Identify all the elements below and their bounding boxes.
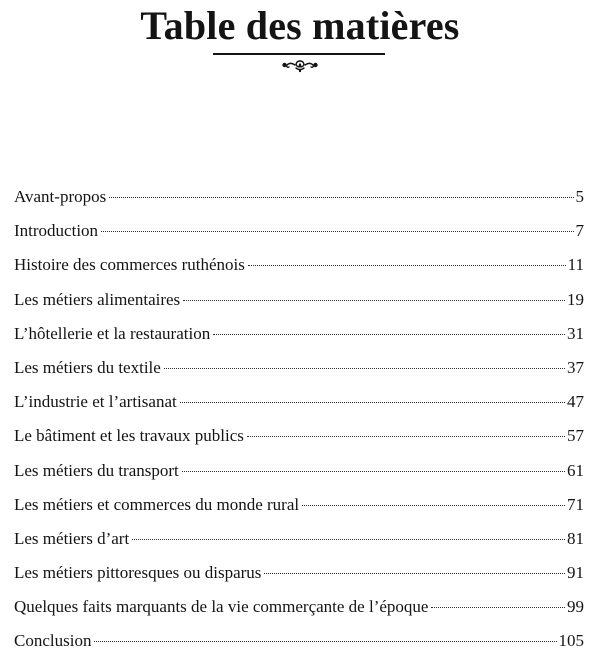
toc-entry-page-number: 61 (567, 460, 584, 480)
dot-leader (182, 471, 565, 472)
toc-entry[interactable] (14, 385, 584, 419)
title-underline (213, 53, 385, 55)
toc-entry-title: Introduction (14, 221, 99, 241)
dot-leader (132, 539, 565, 540)
toc-entry-title: Les métiers du textile (14, 357, 161, 377)
toc-entry[interactable] (14, 454, 584, 488)
toc-entry-title: Histoire des commerces ruthénois (14, 255, 245, 275)
dot-leader (180, 402, 565, 403)
toc-entry-title: Le bâtiment et les travaux publics (14, 426, 244, 446)
page-title: Table des matières (140, 3, 460, 48)
toc-entry-page-number: 99 (567, 597, 584, 617)
dot-leader (101, 231, 573, 232)
dot-leader (109, 197, 573, 198)
toc-entry[interactable] (14, 283, 584, 317)
toc-entry-title: L’industrie et l’artisanat (14, 392, 177, 412)
toc-entry-page-number: 5 (575, 187, 584, 206)
toc-entry-page-number: 105 (558, 631, 584, 651)
toc-entry-page-number: 57 (567, 426, 584, 446)
toc-entry-title: Les métiers pittoresques ou disparus (14, 563, 262, 583)
toc-entry[interactable] (14, 488, 584, 522)
toc-entry[interactable] (14, 317, 584, 351)
toc-entry-title: Avant-propos (14, 187, 107, 206)
toc-entry-page-number: 19 (567, 289, 584, 309)
toc-entry[interactable] (14, 624, 584, 658)
toc-entry-title: L’hôtellerie et la restauration (14, 323, 211, 343)
dot-leader (94, 641, 556, 642)
toc-entry[interactable] (14, 556, 584, 590)
toc-entry-page-number: 11 (567, 255, 584, 275)
toc-entry[interactable] (14, 590, 584, 624)
toc-entry-page-number: 31 (567, 323, 584, 343)
toc-entry-title: Les métiers alimentaires (14, 289, 181, 309)
toc-entry-page-number: 47 (567, 392, 584, 412)
dot-leader (302, 505, 565, 506)
toc-entry[interactable] (14, 180, 584, 214)
toc-entry-title: Les métiers du transport (14, 460, 179, 480)
toc-entry-page-number: 37 (567, 357, 584, 377)
dot-leader (264, 573, 565, 574)
toc-entry-title: Les métiers et commerces du monde rural (14, 494, 300, 514)
toc-entry-page-number: 7 (575, 221, 584, 241)
table-of-contents (14, 180, 584, 659)
toc-entry-title: Conclusion (14, 631, 92, 651)
toc-entry-page-number: 81 (567, 528, 584, 548)
dot-leader (431, 607, 565, 608)
toc-entry[interactable] (14, 248, 584, 282)
fleuron-ornament-icon (280, 57, 320, 73)
dot-leader (247, 436, 565, 437)
dot-leader (164, 368, 565, 369)
toc-entry-page-number: 91 (567, 563, 584, 583)
toc-entry[interactable] (14, 214, 584, 248)
toc-entry-page-number: 71 (567, 494, 584, 514)
toc-entry-title: Quelques faits marquants de la vie commerçante de l’époque (14, 597, 429, 617)
dot-leader (213, 334, 565, 335)
toc-entry-title: Les métiers d’art (14, 528, 130, 548)
dot-leader (248, 265, 566, 266)
toc-entry[interactable] (14, 419, 584, 453)
toc-entry[interactable] (14, 522, 584, 556)
dot-leader (183, 300, 565, 301)
toc-entry[interactable] (14, 351, 584, 385)
